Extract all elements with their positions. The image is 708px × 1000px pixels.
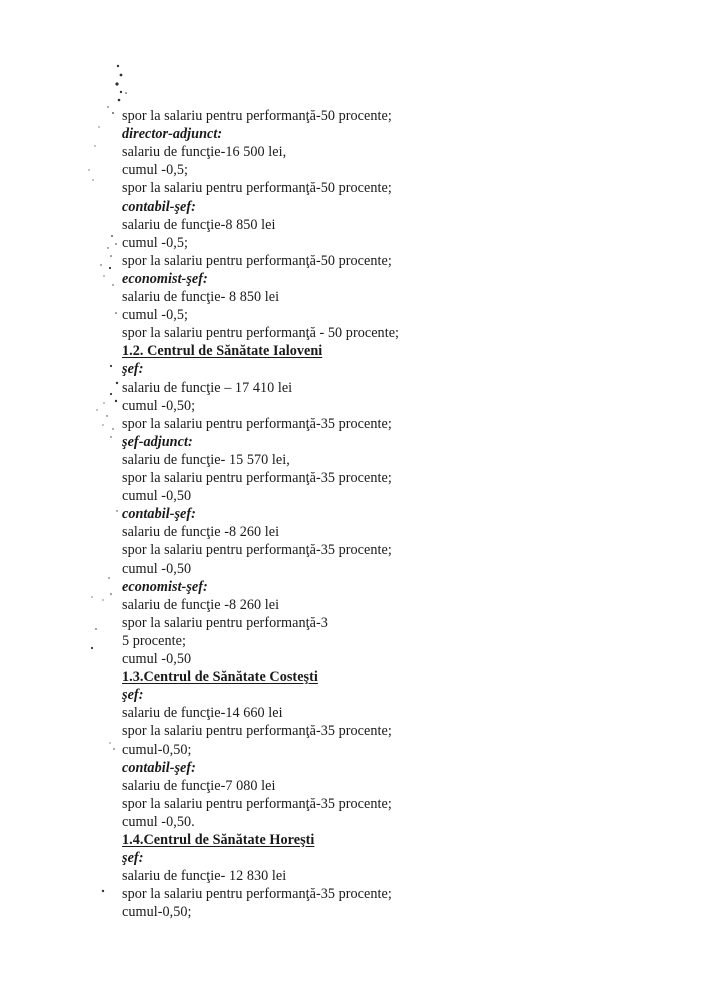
document-line: cumul -0,5; [122,307,188,324]
document-line: spor la salariu pentru performanţă-50 procente; [122,252,392,269]
document-line: spor la salariu pentru performanţă-35 procente; [122,415,392,432]
document-line: salariu de funcţie-7 080 lei [122,777,276,794]
position-title: contabil-şef: [122,506,196,523]
document-line: spor la salariu pentru performanţă-50 procente; [122,108,392,124]
position-title: economist-şef: [122,578,208,595]
document-line: cumul -0,50 [122,651,192,667]
document-line: salariu de funcţie-14 660 lei [122,705,283,722]
document-line: 5 procente; [122,632,186,649]
position-title: şef: [122,361,144,378]
document-line: salariu de funcţie-16 500 lei, [122,144,287,161]
document-line: salariu de funcţie -8 260 lei [122,596,280,613]
position-title: director-adjunct: [122,126,223,143]
document-line: cumul -0,5; [122,234,188,251]
document-line: salariu de funcţie- 8 850 lei [122,289,280,305]
position-title: şef-adjunct: [122,433,193,450]
document-line: spor la salariu pentru performanţă-35 procente; [122,886,392,903]
document-line: salariu de funcţie – 17 410 lei [122,379,293,396]
section-heading: 1.4.Centrul de Sănătate Horeşti [122,832,315,848]
document-line: salariu de funcţie-8 850 lei [122,216,276,233]
section-heading: 1.3.Centrul de Sănătate Costeşti [122,669,318,686]
document-line: spor la salariu pentru performanţă-35 procente; [122,795,392,812]
document-line: cumul-0,50; [122,741,192,758]
position-title: contabil-şef: [122,198,196,215]
document-line: spor la salariu pentru performanţă - 50 procente; [122,325,400,342]
document-line: cumul -0,50; [122,397,196,414]
position-title: şef: [122,687,144,704]
section-heading: 1.2. Centrul de Sănătate Ialoveni [122,343,323,360]
document-line: cumul -0,50 [122,488,192,505]
position-title: contabil-şef: [122,759,196,776]
document-line: spor la salariu pentru performanţă-50 procente; [122,180,392,197]
document-line: spor la salariu pentru performanţă-3 [122,614,328,631]
document-line: cumul -0,5; [122,162,188,179]
document-line: cumul -0,50. [122,813,195,830]
document-line: salariu de funcţie -8 260 lei [122,524,280,541]
document-line: spor la salariu pentru performanţă-35 procente; [122,723,392,740]
document-line: salariu de funcţie- 15 570 lei, [122,451,290,468]
position-title: şef: [122,850,144,867]
document-line: spor la salariu pentru performanţă-35 procente; [122,470,392,486]
document-line: cumul-0,50; [122,904,192,921]
position-title: economist-şef: [122,270,208,287]
document-line: cumul -0,50 [122,560,192,577]
document-line: spor la salariu pentru performanţă-35 procente; [122,542,392,559]
document-line: salariu de funcţie- 12 830 lei [122,868,287,885]
